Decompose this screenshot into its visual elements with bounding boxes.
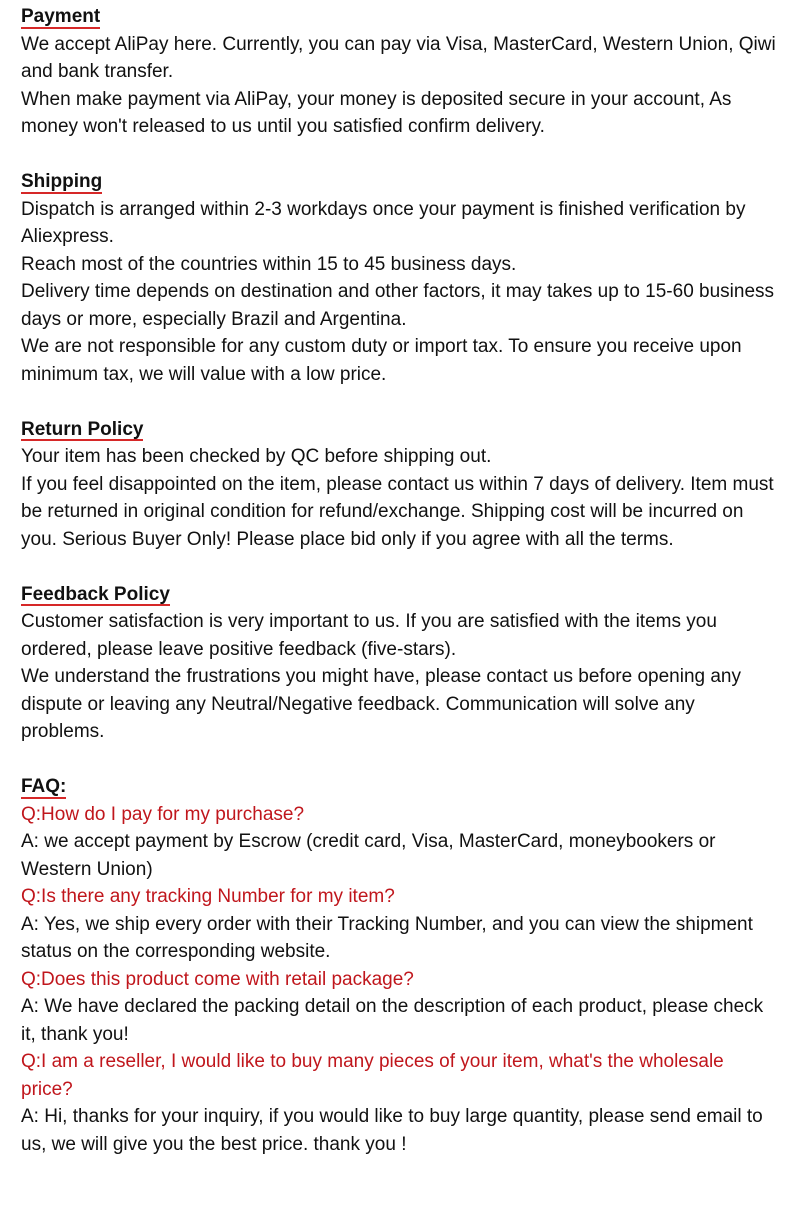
payment-heading: Payment: [21, 3, 100, 31]
return-policy-section: [21, 416, 780, 554]
feedback-policy-heading: Feedback Policy: [21, 581, 170, 609]
payment-line: We accept AliPay here. Currently, you can pay via Visa, MasterCard, Western Union, Qiwi and bank transfer.: [21, 33, 776, 82]
shipping-heading: Shipping: [21, 168, 102, 196]
faq-question: Q:How do I pay for my purchase?: [21, 803, 305, 825]
shipping-section: [21, 168, 780, 388]
faq-answer: A: Hi, thanks for your inquiry, if you would like to buy large quantity, please send email to us, we will give you the best price. thank you !: [21, 1106, 763, 1155]
payment-section: [21, 3, 780, 141]
shipping-line: Delivery time depends on destination and other factors, it may takes up to 15-60 business days or more, especially Brazil and Argentina.: [21, 281, 775, 330]
feedback-policy-section: [21, 581, 780, 746]
payment-line: When make payment via AliPay, your money is deposited secure in your account, As money won't released to us until you satisfied confirm delivery.: [21, 88, 732, 137]
faq-answer: A: we accept payment by Escrow (credit card, Visa, MasterCard, moneybookers or Western Union): [21, 831, 716, 880]
feedback-policy-line: We understand the frustrations you might have, please contact us before opening any dispute or leaving any Neutral/Negative feedback. Communication will solve any problems.: [21, 666, 741, 742]
faq-answer: A: We have declared the packing detail on the description of each product, please check it, thank you!: [21, 996, 764, 1045]
faq-question: Q:Is there any tracking Number for my item?: [21, 886, 395, 907]
shipping-line: We are not responsible for any custom duty or import tax. To ensure you receive upon minimum tax, we will value with a low price.: [21, 336, 742, 385]
feedback-policy-line: Customer satisfaction is very important to us. If you are satisfied with the items you ordered, please leave positive feedback (five-stars).: [21, 611, 717, 660]
faq-section: [21, 773, 780, 1158]
return-policy-line: If you feel disappointed on the item, please contact us within 7 days of delivery. Item must be returned in original condition for refund/exchange. Shipping cost will be incurred on you. Serious Buyer Only! Please place bid only if you agree with all the terms.: [21, 473, 774, 550]
shipping-line: Dispatch is arranged within 2-3 workdays once your payment is finished verification by Aliexpress.: [21, 198, 746, 247]
faq-answer: A: Yes, we ship every order with their Tracking Number, and you can view the shipment status on the corresponding website.: [21, 913, 753, 962]
faq-heading: FAQ:: [21, 773, 66, 801]
shipping-line: Reach most of the countries within 15 to 45 business days.: [21, 253, 517, 275]
faq-question: Q:Does this product come with retail package?: [21, 968, 414, 990]
return-policy-line: Your item has been checked by QC before shipping out.: [21, 446, 492, 467]
return-policy-heading: Return Policy: [21, 416, 143, 444]
faq-question: Q:I am a reseller, I would like to buy many pieces of your item, what's the wholesale price?: [21, 1051, 724, 1100]
